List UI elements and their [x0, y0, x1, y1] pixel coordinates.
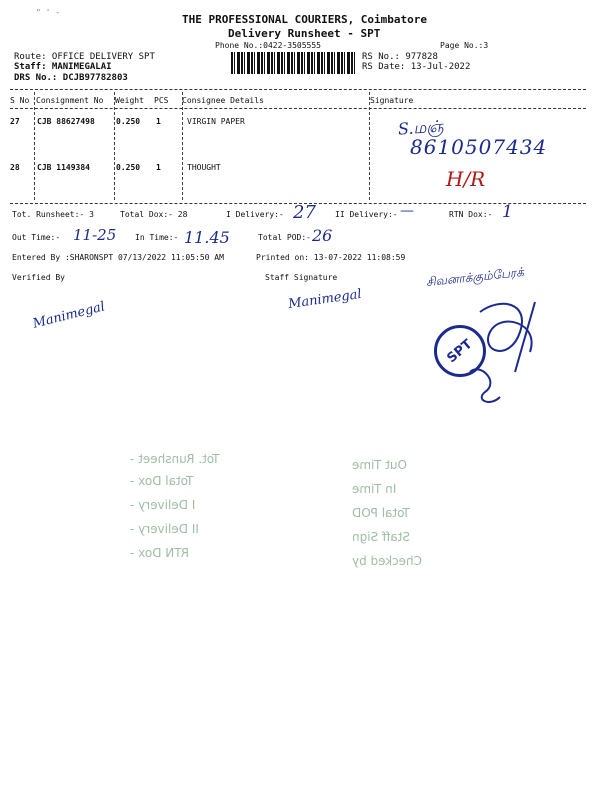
tot-runsheet: Tot. Runsheet:- 3 — [12, 210, 94, 219]
col-header-sno: S No — [10, 96, 30, 105]
i-delivery-value: 27 — [293, 202, 316, 223]
drs-label: DRS No.: — [14, 73, 58, 83]
document-title: Delivery Runsheet - SPT — [228, 27, 381, 40]
out-time-label: Out Time:- — [12, 233, 61, 242]
printed-on: Printed on: 13-07-2022 11:08:59 — [256, 253, 406, 262]
divider — [10, 108, 586, 109]
handwritten-signature: S.மஞ் — [397, 116, 445, 139]
stamp-text: SPT — [444, 336, 476, 366]
rtn-dox-value: 1 — [502, 202, 513, 222]
staff-name: Staff: MANIMEGALAI — [14, 62, 112, 72]
ii-delivery-value: — — [400, 203, 414, 219]
row-consignee: THOUGHT — [187, 163, 221, 172]
phone-number: Phone No.:0422-3505555 — [215, 41, 321, 50]
col-header-consignment: Consignment No — [36, 96, 104, 105]
route: Route: OFFICE DELIVERY SPT — [14, 52, 155, 62]
in-time-label: In Time:- — [135, 233, 179, 242]
column-separator — [34, 92, 35, 200]
column-separator — [182, 92, 183, 200]
handwritten-note: H/R — [446, 167, 486, 191]
drs-value: DCJB97782803 — [62, 73, 128, 83]
ghost-text: Tot. Runsheet - — [130, 452, 220, 466]
column-separator — [114, 92, 115, 200]
i-delivery-label: I Delivery:- — [226, 210, 284, 219]
ghost-text: Staff Sign — [352, 530, 410, 544]
col-header-signature: Signature — [370, 96, 414, 105]
divider — [10, 89, 586, 90]
rtn-dox-label: RTN Dox:- — [449, 210, 493, 219]
row-sno: 28 — [10, 163, 20, 172]
col-header-pcs: PCS — [154, 96, 169, 105]
total-pod-label: Total POD:- — [258, 233, 311, 242]
ghost-text: I Delivery - — [130, 498, 196, 512]
staff-signature-label: Staff Signature — [265, 273, 338, 282]
company-name: THE PROFESSIONAL COURIERS, Coimbatore — [182, 13, 428, 26]
drs-number — [14, 73, 128, 83]
row-weight: 0.250 — [116, 117, 141, 126]
entered-by: Entered By :SHARONSPT 07/13/2022 11:05:50 AM — [12, 253, 224, 262]
row-pcs: 1 — [156, 163, 161, 172]
barcode — [231, 52, 355, 74]
tamil-signature: சிவனாக்கும்பேரக் — [425, 264, 525, 290]
ghost-text: Checked by — [352, 554, 423, 568]
ghost-text: II Delivery - — [130, 522, 199, 536]
total-dox: Total Dox:- 28 — [120, 210, 188, 219]
verified-by-signature: Manimegal — [31, 299, 107, 332]
row-weight: 0.250 — [116, 163, 141, 172]
handwritten-phone: 8610507434 — [410, 135, 548, 159]
corner-mark: " ' - — [36, 8, 61, 17]
column-separator — [369, 92, 370, 200]
ghost-text: Total POD — [352, 506, 410, 520]
staff-signature: Manimegal — [287, 286, 363, 313]
row-consignment: CJB 88627498 — [37, 117, 95, 126]
ghost-text: In Time — [352, 482, 397, 496]
ghost-text: RTN Dox - — [130, 546, 190, 560]
ghost-text: Total Dox - — [130, 474, 194, 488]
row-sno: 27 — [10, 117, 20, 126]
col-header-weight: Weight — [115, 96, 144, 105]
rs-date: RS Date: 13-Jul-2022 — [362, 62, 471, 72]
row-consignment: CJB 1149384 — [37, 163, 90, 172]
row-consignee: VIRGIN PAPER — [187, 117, 245, 126]
page-number: Page No.:3 — [440, 41, 489, 50]
ii-delivery-label: II Delivery:- — [335, 210, 398, 219]
total-pod-value: 26 — [312, 226, 333, 245]
rs-number: RS No.: 977828 — [362, 52, 438, 62]
out-time-value: 11-25 — [73, 226, 117, 244]
signature-scribble-icon — [460, 292, 550, 412]
in-time-value: 11.45 — [184, 228, 230, 247]
ghost-text: Out Time — [352, 458, 407, 472]
row-pcs: 1 — [156, 117, 161, 126]
col-header-consignee: Consignee Details — [182, 96, 264, 105]
verified-by: Verified By — [12, 273, 65, 282]
